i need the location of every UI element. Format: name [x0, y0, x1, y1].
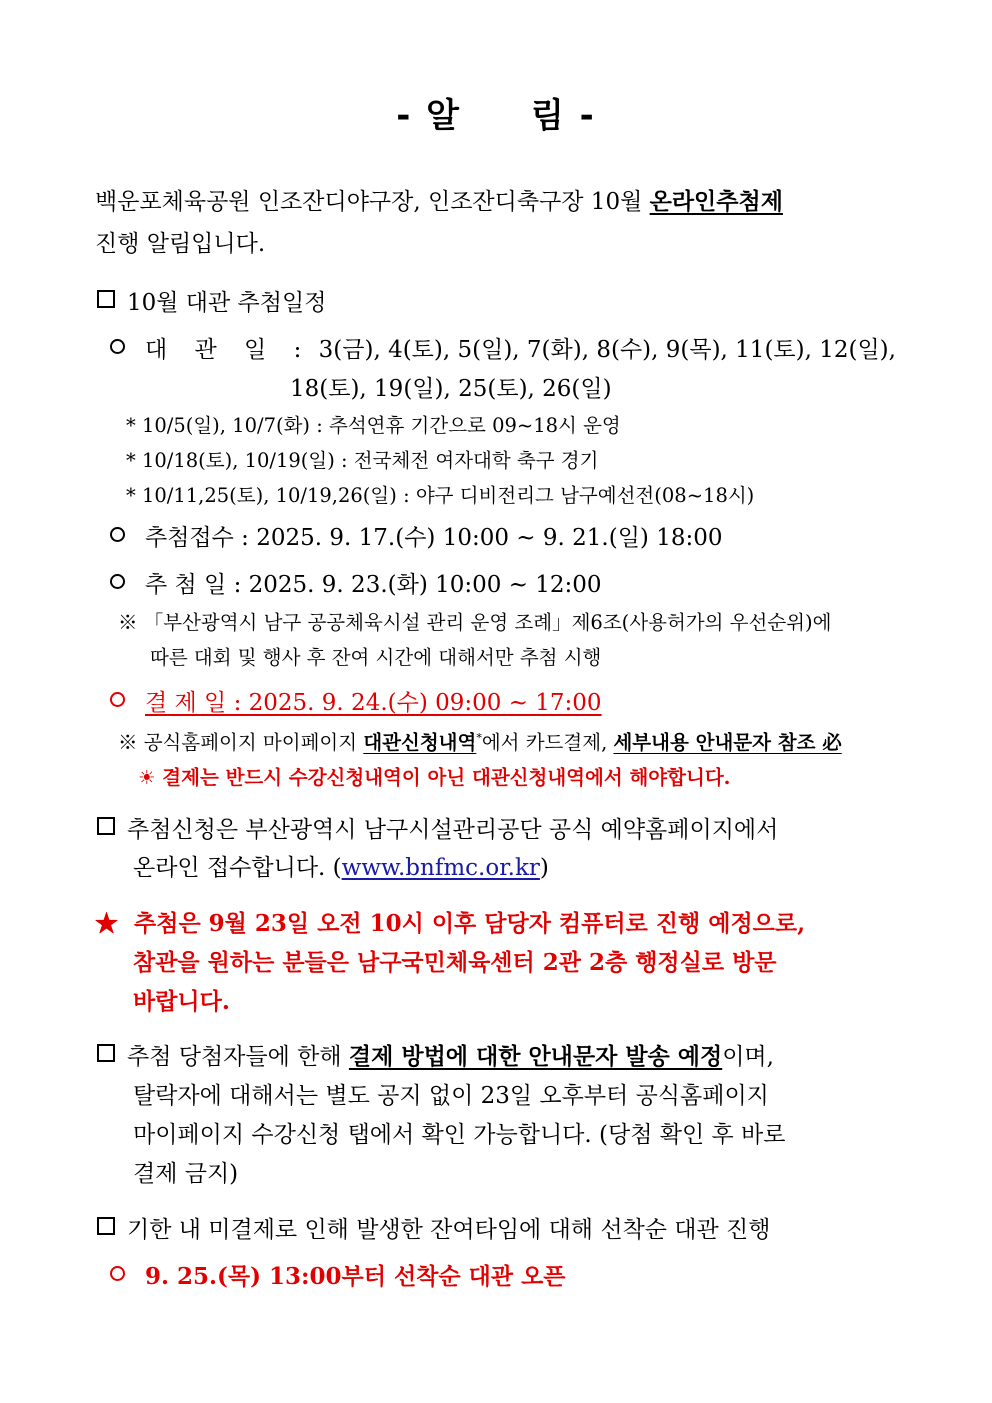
payment-warning: ☀ 결제는 반드시 수강신청내역이 아닌 대관신청내역에서 해야합니다. [138, 766, 731, 789]
circle-bullet-icon [110, 574, 125, 589]
first-come-open: 9. 25.(목) 13:00부터 선착순 대관 오픈 [110, 1258, 566, 1291]
winners-line-3: 마이페이지 수강신청 탭에서 확인 가능합니다. (당첨 확인 후 바로 [133, 1122, 786, 1148]
star-icon: ★ [95, 910, 118, 937]
circle-bullet-icon [110, 1266, 125, 1281]
note-national-games: * 10/18(토), 10/19(일) : 전국체전 여자대학 축구 경기 [126, 449, 599, 472]
remaining-line-1: 기한 내 미결제로 인해 발생한 잔여타임에 대해 선착순 대관 진행 [97, 1211, 770, 1244]
star-notice-line-1: ★ 추첨은 9월 23일 오전 10시 이후 담당자 컴퓨터로 진행 예정으로, [95, 910, 806, 937]
page-title: - 알 림 - [396, 96, 596, 136]
ordinance-note-line-2: 따른 대회 및 행사 후 잔여 시간에 대해서만 추첨 시행 [150, 646, 602, 669]
checkbox-square-icon [97, 1217, 115, 1235]
circle-bullet-icon [110, 339, 125, 354]
note-chuseok: * 10/5(일), 10/7(화) : 추석연휴 기간으로 09~18시 운영 [126, 414, 621, 437]
reception-period: 추첨접수 : 2025. 9. 17.(수) 10:00 ~ 9. 21.(일) 18:00 [110, 519, 722, 552]
schedule-heading: 10월 대관 추첨일정 [97, 284, 326, 317]
rental-dates-line-2: 18(토), 19(일), 25(토), 26(일) [290, 376, 612, 402]
winners-line-1: 추첨 당첨자들에 한해 결제 방법에 대한 안내문자 발송 예정이며, [97, 1038, 774, 1071]
winners-line-4: 결제 금지) [133, 1161, 239, 1187]
star-notice-line-3: 바랍니다. [133, 988, 230, 1015]
application-line-2: 온라인 접수합니다. (www.bnfmc.or.kr) [133, 855, 549, 881]
circle-bullet-icon [110, 692, 125, 707]
reservation-site-link[interactable]: www.bnfmc.or.kr [341, 855, 540, 881]
circle-bullet-icon [110, 527, 125, 542]
winners-line-2: 탈락자에 대해서는 별도 공지 없이 23일 오후부터 공식홈페이지 [133, 1083, 769, 1109]
checkbox-square-icon [97, 1044, 115, 1062]
checkbox-square-icon [97, 817, 115, 835]
payment-note: ※ 공식홈페이지 마이페이지 대관신청내역*에서 카드결제, 세부내용 안내문자 참조 必 [118, 731, 842, 754]
application-line-1: 추첨신청은 부산광역시 남구시설관리공단 공식 예약홈페이지에서 [97, 811, 778, 844]
ordinance-note-line-1: ※ 「부산광역시 남구 공공체육시설 관리 운영 조례」제6조(사용허가의 우선순위)에 [118, 611, 832, 634]
intro-line-2: 진행 알림입니다. [95, 231, 266, 257]
note-baseball-league: * 10/11,25(토), 10/19,26(일) : 야구 디비전리그 남구예선전(08~18시) [126, 484, 755, 507]
intro-line-1: 백운포체육공원 인조잔디야구장, 인조잔디축구장 10월 온라인추첨제 [95, 188, 783, 215]
draw-date: 추 첨 일 : 2025. 9. 23.(화) 10:00 ~ 12:00 [110, 566, 602, 599]
checkbox-square-icon [97, 290, 115, 308]
online-draw-emphasis: 온라인추첨제 [649, 188, 783, 215]
payment-date: 결 제 일 : 2025. 9. 24.(수) 09:00 ~ 17:00 [110, 684, 602, 717]
rental-dates-line-1: 대 관 일 : 3(금), 4(토), 5(일), 7(화), 8(수), 9(목), 11(토), 12(일), [110, 331, 896, 364]
star-notice-line-2: 참관을 원하는 분들은 남구국민체육센터 2관 2층 행정실로 방문 [133, 949, 777, 976]
